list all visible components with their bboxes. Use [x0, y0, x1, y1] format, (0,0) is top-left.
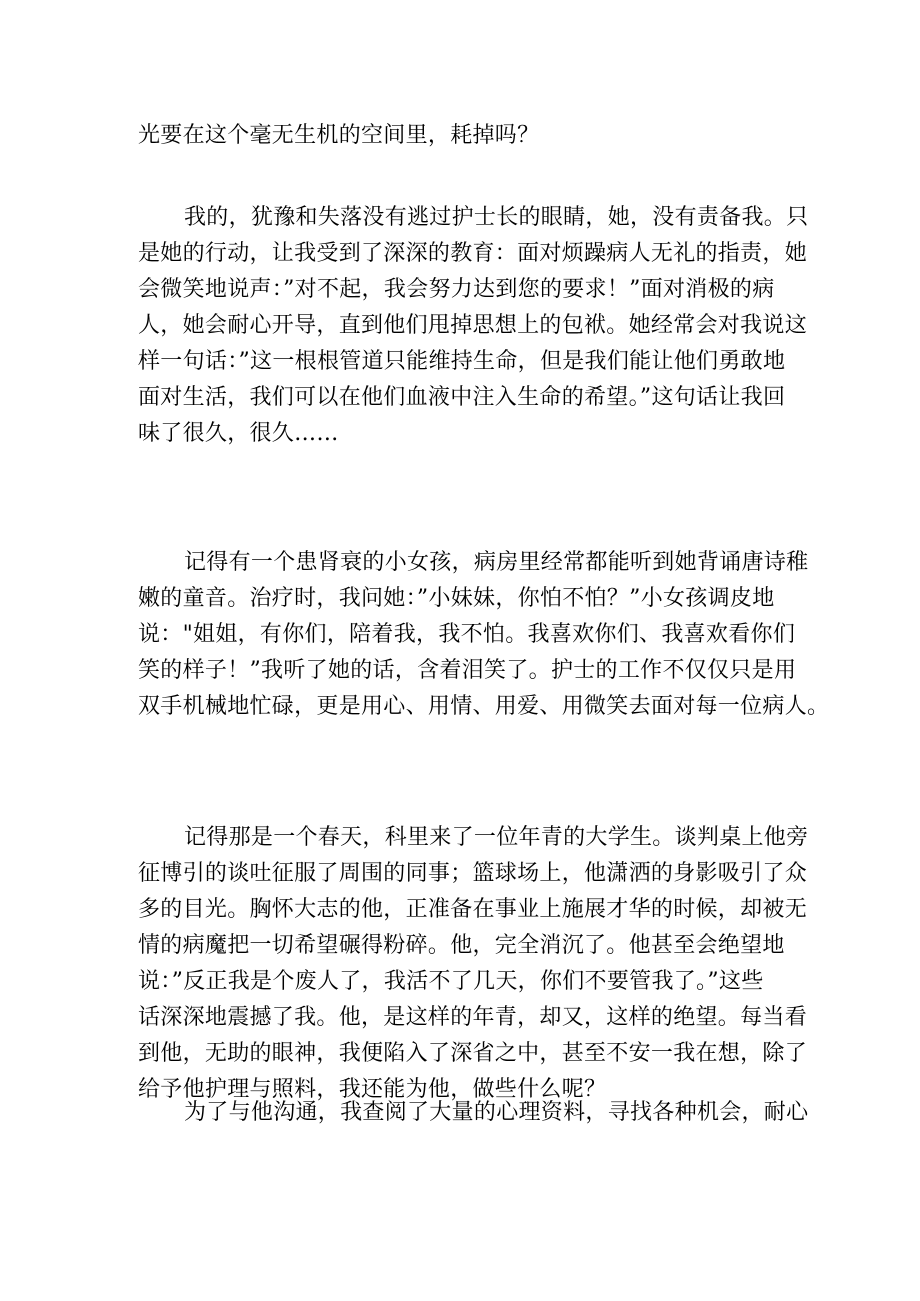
text-line: 笑的样子！”我听了她的话，含着泪笑了。护士的工作不仅仅只是用 [138, 658, 797, 683]
text-line: 记得那是一个春天，科里来了一位年青的大学生。谈判桌上他旁 [184, 825, 809, 850]
text-line: 为了与他沟通，我查阅了大量的心理资料，寻找各种机会，耐心 [184, 1100, 809, 1125]
paragraph-1 [138, 118, 788, 154]
text-line: 说：”反正我是个废人了，我活不了几天，你们不要管我了。”这些 [138, 969, 764, 994]
text-line: 面对生活，我们可以在他们血液中注入生命的希望。”这句话让我回 [138, 385, 786, 410]
paragraph-4 [138, 820, 809, 1108]
text-line: 多的目光。胸怀大志的他，正准备在事业上施展才华的时候，却被无 [138, 897, 808, 922]
text-line: 味了很久，很久…… [138, 421, 339, 446]
text-line: 双手机械地忙碌，更是用心、用情、用爱、用微笑去面对每一位病人。 [138, 694, 830, 719]
paragraph-5 [138, 1095, 809, 1131]
text-line: 话深深地震撼了我。他，是这样的年青，却又，这样的绝望。每当看 [138, 1005, 808, 1030]
text-line: 是她的行动，让我受到了深深的教育：面对烦躁病人无礼的指责，她 [138, 241, 808, 266]
text-line: 嫩的童音。治疗时，我问她：”小妹妹，你怕不怕？”小女孩调皮地 [138, 586, 775, 611]
text-line: 会微笑地说声：”对不起，我会努力达到您的要求！”面对消极的病 [138, 277, 775, 302]
text-line: 征博引的谈吐征服了周围的同事；篮球场上，他潇洒的身影吸引了众 [138, 861, 808, 886]
text-line: 说："姐姐，有你们，陪着我，我不怕。我喜欢你们、我喜欢看你们 [138, 622, 796, 647]
text-line: 我的，犹豫和失落没有逃过护士长的眼睛，她，没有责备我。只 [184, 205, 809, 230]
text-line: 光要在这个毫无生机的空间里，耗掉吗？ [138, 123, 540, 148]
text-line: 情的病魔把一切希望碾得粉碎。他，完全消沉了。他甚至会绝望地 [138, 933, 785, 958]
paragraph-3 [138, 545, 830, 725]
text-line: 到他，无助的眼神，我便陷入了深省之中，甚至不安一我在想，除了 [138, 1041, 808, 1066]
text-line: 给予他护理与照料，我还能为他，做些什么呢？ [138, 1077, 607, 1102]
text-line: 样一句话：”这一根根管道只能维持生命，但是我们能让他们勇敢地 [138, 349, 786, 374]
text-line: 记得有一个患肾衰的小女孩，病房里经常都能听到她背诵唐诗稚 [184, 550, 809, 575]
paragraph-2 [138, 200, 809, 452]
text-line: 人，她会耐心开导，直到他们甩掉思想上的包袱。她经常会对我说这 [138, 313, 808, 338]
